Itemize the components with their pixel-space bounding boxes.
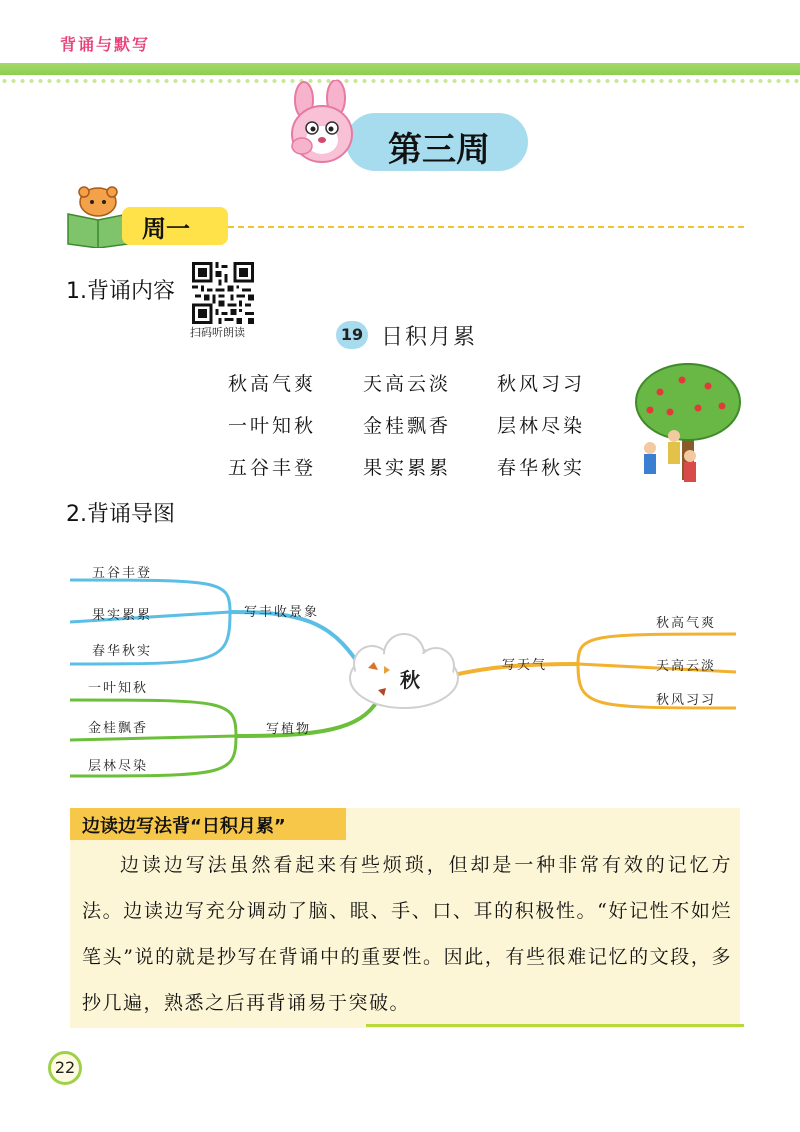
idiom: 层林尽染 [497,415,586,437]
mind-map-leaf: 层林尽染 [88,759,149,774]
qr-caption: 扫码听朗读 [190,326,245,339]
idiom: 金桂飘香 [363,415,452,437]
mind-map-leaf: 金桂飘香 [88,721,149,736]
header-label: 背诵与默写 [60,35,151,54]
idiom: 五谷丰登 [228,457,317,479]
bunny-icon [282,80,364,170]
header-divider [0,63,800,75]
mind-map-center: 秋 [400,668,420,692]
week-title: 第三周 [388,130,490,170]
idiom: 一叶知秋 [228,415,317,437]
idiom: 果实累累 [363,457,452,479]
mind-map-leaf: 春华秋实 [92,644,153,659]
section-title-recite: 1.背诵内容 [66,279,175,304]
tip-bottom-line [366,1024,744,1027]
tip-paragraph: 边读边写法虽然看起来有些烦琐，但却是一种非常有效的记忆方法。边读边写充分调动了脑、眼、手、口、耳的积极性。“好记性不如烂笔头”说的就是抄写在背诵中的重要性。因此，有些很难记忆的文段，多抄几遍，熟悉之后再背诵易于突破。 [82,854,732,1014]
section-title-mindmap: 2.背诵导图 [66,502,175,527]
mind-map-branch-label: 写植物 [266,722,312,737]
idiom: 秋风习习 [497,373,586,395]
mind-map-leaf: 秋风习习 [656,693,717,708]
idiom: 秋高气爽 [228,373,317,395]
day-dashed-line [228,226,744,228]
mind-map-leaf: 天高云淡 [656,659,717,674]
lesson-number-badge: 19 [336,321,368,349]
mind-map-leaf: 一叶知秋 [88,681,149,696]
mind-map-branch-label: 写丰收景象 [244,605,320,620]
header-dots [0,78,800,84]
lesson-title: 日积月累 [381,325,478,350]
tip-title: 边读边写法背“日积月累” [82,816,286,837]
idiom: 春华秋实 [497,457,586,479]
mind-map-leaf: 五谷丰登 [92,566,153,581]
qr-code-icon[interactable] [192,262,254,324]
day-label: 周一 [142,215,190,243]
apple-tree-illustration [630,360,745,492]
idiom: 天高云淡 [363,373,452,395]
mind-map-leaf: 果实累累 [92,608,153,623]
page-number: 22 [48,1051,82,1085]
mind-map-branch-label: 写天气 [502,658,548,673]
mind-map-leaf: 秋高气爽 [656,616,717,631]
